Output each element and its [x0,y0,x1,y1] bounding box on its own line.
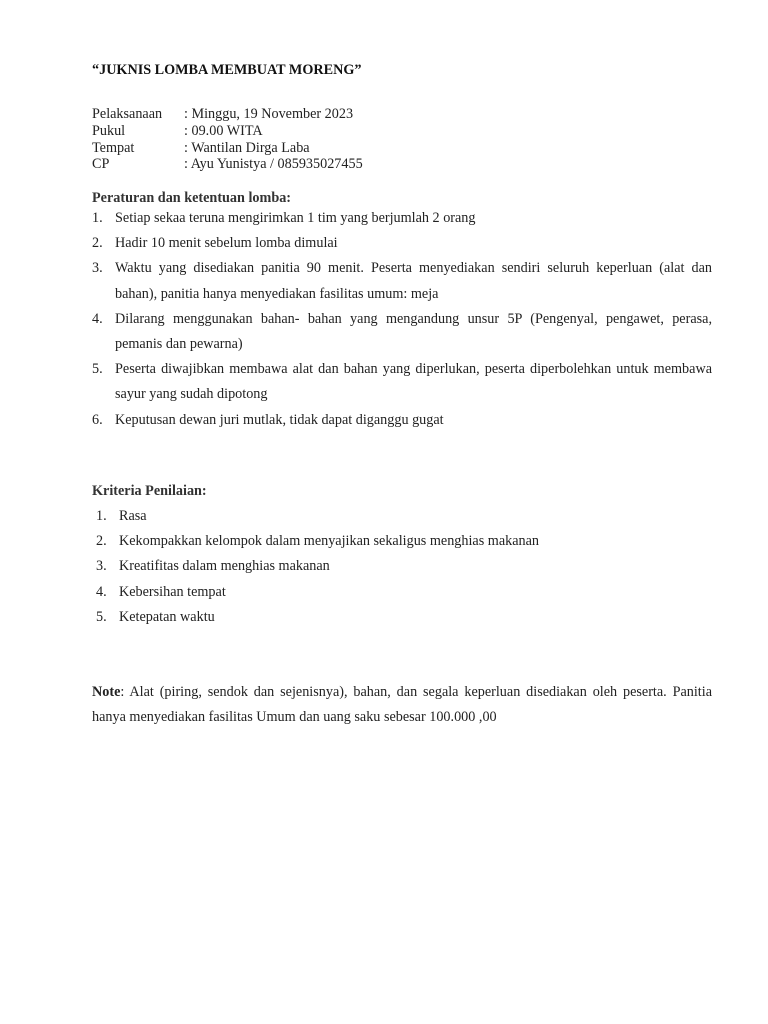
info-value: : Wantilan Dirga Laba [184,139,310,156]
info-value: : Ayu Yunistya / 085935027455 [184,156,363,173]
list-text: Peserta diwajibkan membawa alat dan bahan yang diperlukan, peserta diperbolehkan untuk membawa sayur yang sudah dipotong [115,361,712,403]
list-item [92,408,712,433]
list-text: Dilarang menggunakan bahan- bahan yang mengandung unsur 5P (Pengenyal, pengawet, perasa, pemanis dan pewarna) [115,310,712,353]
rules-heading: Peraturan dan ketentuan lomba: [92,190,292,206]
list-number: 2. [96,533,107,550]
list-item [92,231,712,256]
list-text: Kreatifitas dalam menghias makanan [119,558,330,575]
criteria-list [96,504,539,630]
info-row-tempat [92,140,363,157]
list-item [92,357,712,407]
list-item [96,605,539,630]
list-text: Setiap sekaa teruna mengirimkan 1 tim yang berjumlah 2 orang [115,210,476,226]
rules-list [92,206,712,433]
list-number: 6. [92,411,103,428]
event-info [92,106,363,173]
list-number: 5. [92,361,103,378]
list-number: 4. [96,583,107,600]
info-label: Pukul [92,122,126,139]
list-item [96,504,539,529]
list-number: 3. [96,558,107,575]
note-paragraph [92,680,712,730]
list-item [96,580,539,605]
list-number: 2. [92,235,103,252]
info-row-cp [92,156,363,173]
info-value: : 09.00 WITA [184,122,263,139]
info-label: Tempat [92,139,135,156]
criteria-heading: Kriteria Penilaian: [92,483,207,499]
list-text: Kekompakkan kelompok dalam menyajikan sekaligus menghias makanan [119,533,539,550]
list-text: Keputusan dewan juri mutlak, tidak dapat diganggu gugat [115,411,444,428]
info-row-pelaksanaan [92,106,363,123]
list-number: 4. [92,310,103,327]
list-text: Rasa [119,508,147,524]
list-text: Hadir 10 menit sebelum lomba dimulai [115,235,338,252]
list-text: Kebersihan tempat [119,583,226,600]
list-text: Ketepatan waktu [119,608,215,625]
list-item [92,206,712,231]
list-number: 1. [96,508,107,524]
document-title: “JUKNIS LOMBA MEMBUAT MORENG” [92,62,362,78]
list-text: Waktu yang disediakan panitia 90 menit. Peserta menyediakan sendiri seluruh keperluan (alat dan bahan), panitia hanya menyediakan fasilitas umum: meja [115,260,712,302]
info-value: : Minggu, 19 November 2023 [184,106,354,122]
list-number: 1. [92,210,103,226]
list-item [92,307,712,357]
list-item [96,529,539,554]
note-label: Note [92,684,121,700]
info-row-pukul [92,123,363,140]
list-number: 3. [92,260,103,277]
note-text: : Alat (piring, sendok dan sejenisnya), bahan, dan segala keperluan disediakan oleh peserta. Panitia hanya menyediakan fasilitas Umum dan uang saku sebesar 100.000 ,00 [92,684,712,726]
list-number: 5. [96,608,107,625]
list-item [96,554,539,579]
info-label: CP [92,156,110,173]
info-label: Pelaksanaan [92,106,163,122]
list-item [92,256,712,306]
